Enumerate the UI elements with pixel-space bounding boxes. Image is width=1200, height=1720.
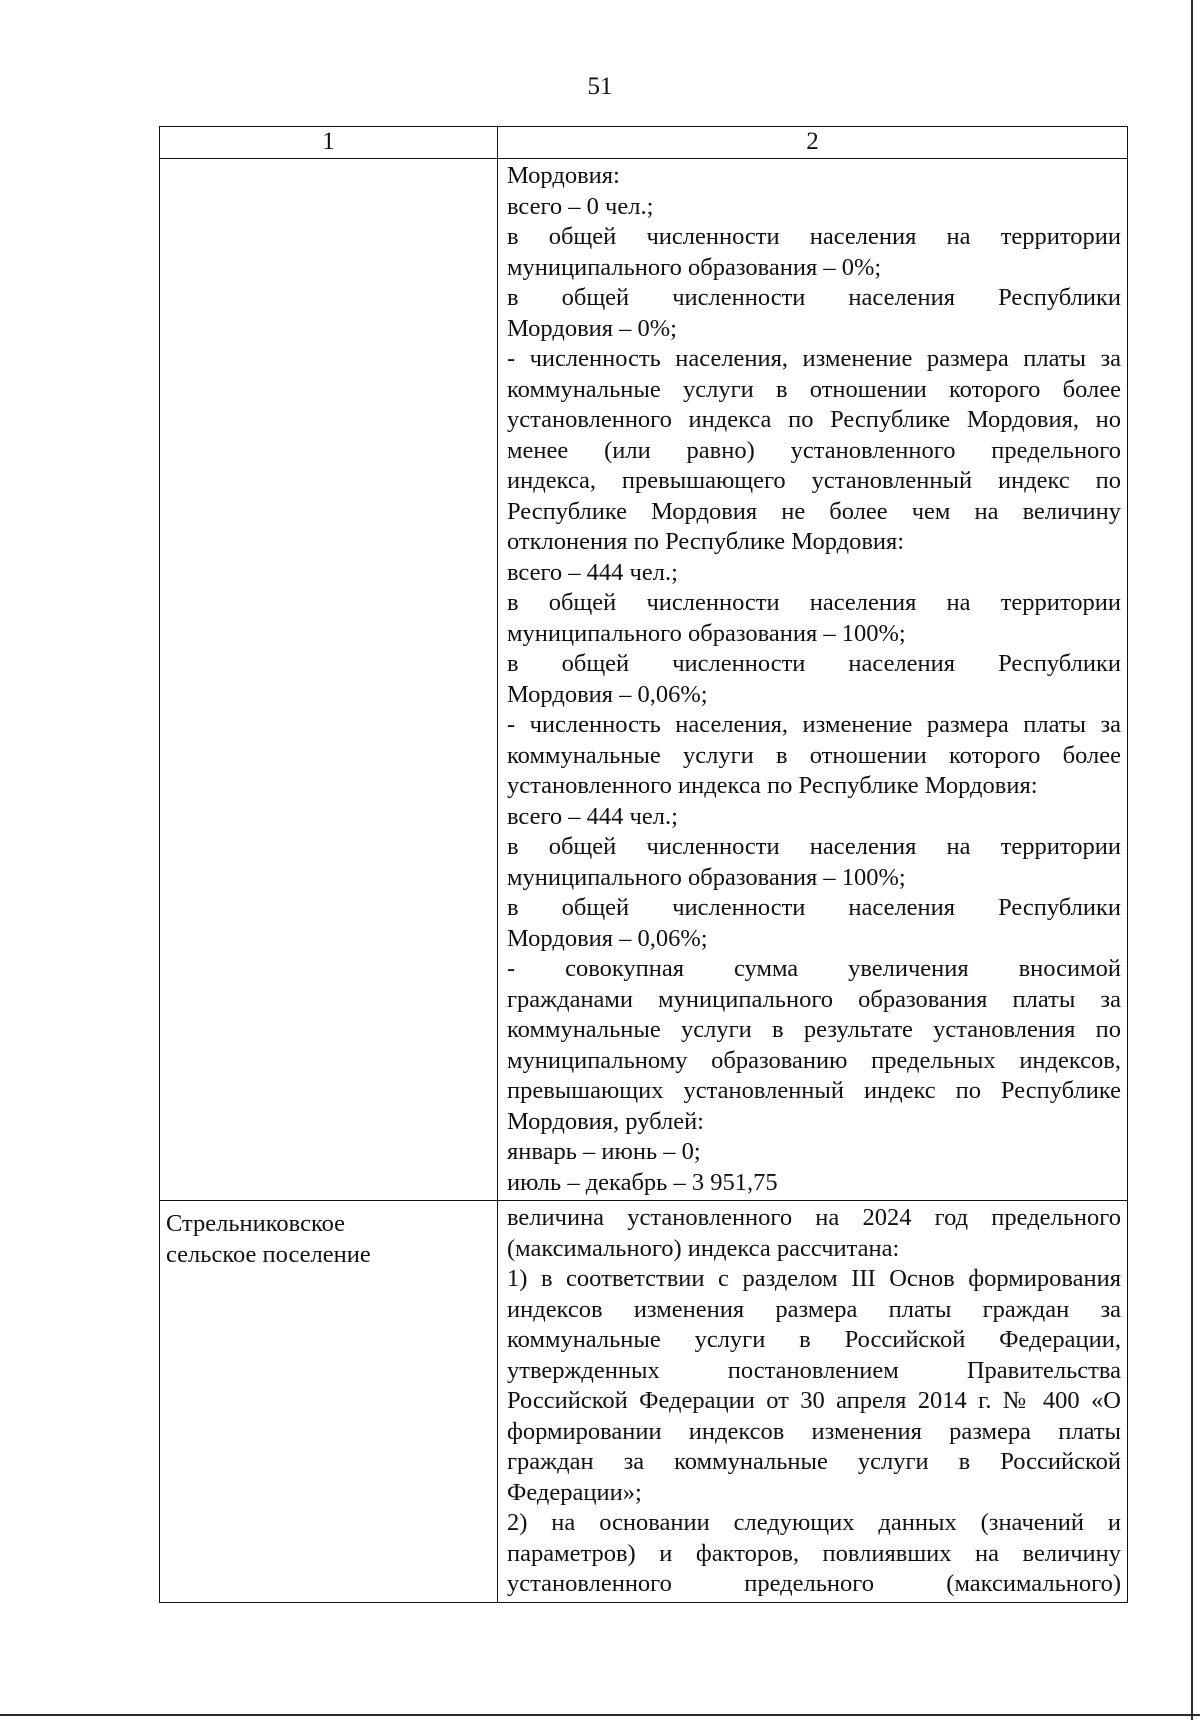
description-line: коммунальные услуги в Российской Федерации, — [507, 1326, 1121, 1353]
description-line: муниципального образования – 100%; — [507, 619, 906, 647]
description-line: муниципальному образованию предельных индексов, — [507, 1046, 1121, 1074]
description-line: Российской Федерации от 30 апреля 2014 г. № 400 «О — [507, 1387, 1121, 1414]
description-line: в общей численности населения Республики — [507, 284, 1121, 311]
description-line: в общей численности населения Республики — [507, 894, 1121, 921]
description-line: 2) на основании следующих данных (значений и — [507, 1509, 1121, 1536]
description-line: индексов изменения размера платы граждан за — [507, 1295, 1121, 1323]
description-line: индекса, превышающего установленный индекс по — [507, 467, 1121, 494]
description-line: формировании индексов изменения размера платы — [507, 1417, 1121, 1445]
municipality-name-line: Стрельниковское — [166, 1210, 346, 1237]
description-line: установленного индекса по Республике Мордовия: — [507, 772, 1038, 799]
description-line: коммунальные услуги в отношении которого более — [507, 741, 1121, 769]
column-number-2: 2 — [498, 127, 1128, 159]
document-table — [159, 126, 1128, 1603]
description-line: Мордовия – 0%; — [507, 314, 677, 342]
description-line: Мордовия: — [507, 162, 620, 189]
description-line: установленного индекса по Республике Мордовия, но — [507, 406, 1121, 433]
description-line: всего – 0 чел.; — [507, 192, 654, 220]
description-line: граждан за коммунальные услуги в Российской — [507, 1448, 1121, 1475]
description-line: январь – июнь – 0; — [507, 1138, 701, 1165]
description-line: в общей численности населения на территории — [507, 833, 1121, 860]
description-line: Мордовия – 0,06%; — [507, 680, 708, 708]
description-line: Федерации»; — [507, 1478, 642, 1506]
description-line: - численность населения, изменение размера платы за — [507, 711, 1121, 738]
description-line: отклонения по Республике Мордовия: — [507, 528, 905, 555]
description-line: Мордовия, рублей: — [507, 1107, 704, 1135]
description-line: 1) в соответствии с разделом III Основ формирования — [507, 1265, 1121, 1292]
description-line: муниципального образования – 0%; — [507, 253, 882, 281]
description-cell — [498, 1201, 1128, 1603]
table-header-row — [160, 127, 1128, 159]
page-number: 51 — [587, 73, 613, 100]
description-line: в общей численности населения Республики — [507, 650, 1121, 677]
description-line: превышающих установленный индекс по Республике — [507, 1077, 1121, 1104]
scan-edge-bottom — [0, 1714, 1200, 1716]
description-line: Мордовия – 0,06%; — [507, 924, 708, 952]
table-row — [160, 159, 1128, 1201]
description-line: коммунальные услуги в результате установления по — [507, 1016, 1121, 1043]
municipality-cell — [160, 1201, 498, 1603]
description-line: установленного предельного (максимального) — [507, 1570, 1121, 1597]
description-line: муниципального образования – 100%; — [507, 863, 906, 891]
description-cell — [498, 159, 1128, 1201]
description-line: коммунальные услуги в отношении которого более — [507, 375, 1121, 403]
description-line: менее (или равно) установленного предельного — [507, 436, 1121, 464]
description-line: гражданами муниципального образования платы за — [507, 985, 1121, 1013]
municipality-cell — [160, 159, 498, 1201]
description-line: всего – 444 чел.; — [507, 802, 678, 830]
description-line: параметров) и факторов, повлиявших на величину — [507, 1539, 1121, 1567]
description-line: величина установленного на 2024 год предельного — [507, 1204, 1121, 1231]
description-line: (максимального) индекса рассчитана: — [507, 1234, 900, 1262]
description-line: утвержденных постановлением Правительства — [507, 1356, 1121, 1384]
description-line: - численность населения, изменение размера платы за — [507, 345, 1121, 372]
description-line: июль – декабрь – 3 951,75 — [507, 1168, 778, 1196]
description-line: всего – 444 чел.; — [507, 558, 678, 586]
description-line: Республике Мордовия не более чем на величину — [507, 497, 1121, 525]
scan-edge-right — [1191, 0, 1193, 1720]
column-number-1: 1 — [160, 127, 498, 159]
description-line: в общей численности населения на территории — [507, 223, 1121, 250]
municipality-name-line: сельское поселение — [166, 1240, 371, 1268]
description-line: - совокупная сумма увеличения вносимой — [507, 955, 1121, 982]
table-row — [160, 1201, 1128, 1603]
description-line: в общей численности населения на территории — [507, 589, 1121, 616]
